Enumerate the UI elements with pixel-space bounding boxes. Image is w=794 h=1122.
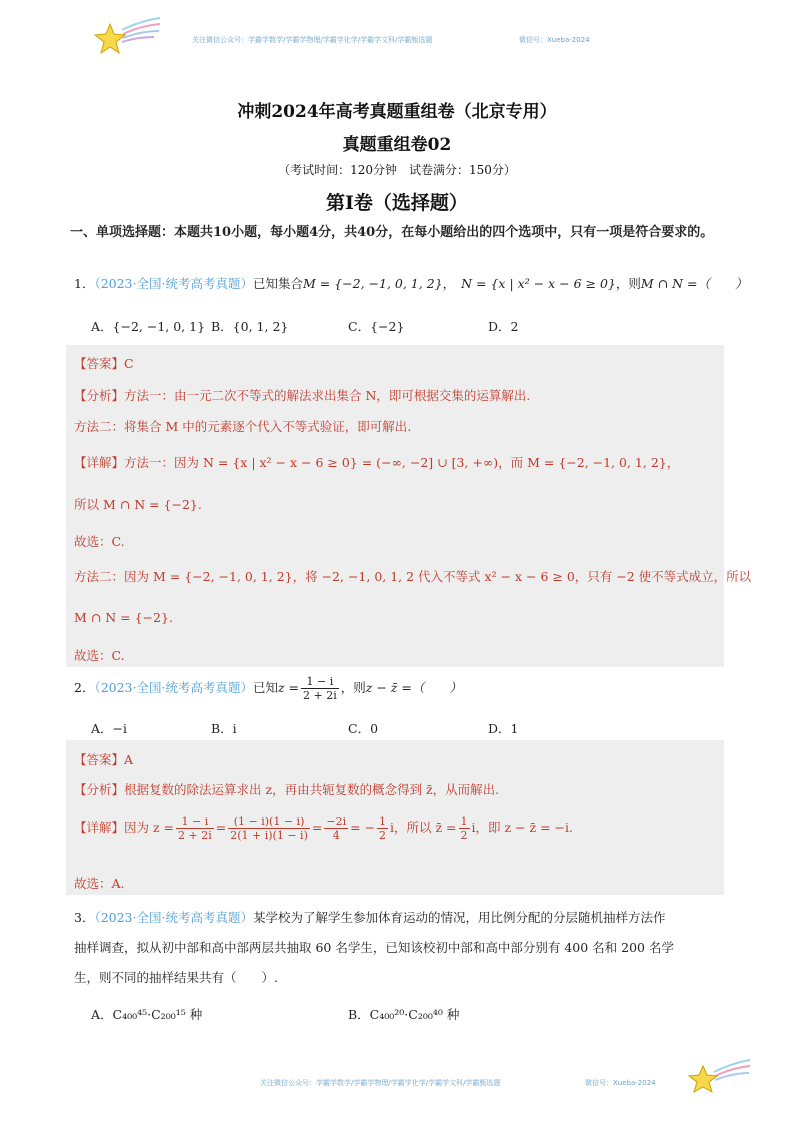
question-3-line-2: 抽样调查，拟从初中部和高中部两层共抽取 60 名学生，已知该校初中部和高中部分别有 400 名和 200 名学 xyxy=(74,940,674,955)
fraction xyxy=(176,815,214,842)
detail-line-6: 故选：C. xyxy=(74,648,125,663)
option-c[interactable]: C．0 xyxy=(348,721,379,736)
answer-tag: 【答案】 xyxy=(74,752,125,767)
header-wechat: 微信号：Xueba-2024 xyxy=(519,36,590,44)
option-d[interactable]: D．2 xyxy=(488,319,519,334)
question-3-stem xyxy=(74,908,665,926)
question-number: 2． xyxy=(74,680,95,695)
stem-text: ，则 xyxy=(615,276,641,291)
detail-text: = − xyxy=(350,820,376,835)
fraction-denominator: 2 xyxy=(460,829,468,842)
detail-line: 【详解】因为 z = $\frac{1 - i}{2 + 2i}$ = $\frac{(1 - i)(1 - i)}{2(1 + i)(1 - i)}$ = $\frac{-2i}{4}$ = − $\frac{1}{2}$ i，所以 z̄ = $\frac{1}{2}$ i，即 z − z̄ = −i. xyxy=(74,815,573,842)
option-a[interactable]: A．C₄₀₀⁴⁵·C₂₀₀¹⁵ 种 xyxy=(91,1007,203,1022)
detail-text: 方法一：因为 N = {x | x² − x − 6 ≥ 0} = (−∞, −2] ∪ [3, +∞)，而 M = {−2, −1, 0, 1, 2}， xyxy=(124,455,680,470)
section-heading: 一、单项选择题：本题共10小题，每小题4分，共40分，在每小题给出的四个选项中，只有一项是符合要求的。 xyxy=(70,225,714,240)
question-1-stem: 1．（2023·全国·统考高考真题）已知集合M = {−2, −1, 0, 1, 2}， N = {x | x² − x − 6 ≥ 0}，则M ∩ N =（ ） xyxy=(74,276,748,291)
sub-title: 真题重组卷02 xyxy=(342,135,452,155)
answer-tag: 【答案】 xyxy=(74,356,125,371)
fraction xyxy=(377,815,388,842)
footer-text: 关注微信公众号：学霸学数学/学霸学物理/学霸学化学/学霸学文科/学霸甄选题 xyxy=(260,1079,501,1087)
question-ask: z − z̄ =（ ） xyxy=(365,680,462,695)
detail-line xyxy=(74,453,679,471)
analysis-tag: 【分析】 xyxy=(74,388,125,403)
analysis-line xyxy=(74,780,499,798)
option-b[interactable]: B．{0, 1, 2} xyxy=(211,319,289,334)
answer-line xyxy=(74,354,134,372)
question-source: （2023·全国·统考高考真题） xyxy=(94,680,253,695)
detail-tag: 【详解】 xyxy=(74,820,125,835)
option-b[interactable]: B．C₄₀₀²⁰·C₂₀₀⁴⁰ 种 xyxy=(348,1007,460,1022)
option-a[interactable]: A．{−2, −1, 0, 1} xyxy=(91,319,206,334)
answer-value: C xyxy=(124,356,134,371)
detail-line-5: M ∩ N = {−2}. xyxy=(74,610,173,625)
fraction xyxy=(228,815,310,842)
analysis-line xyxy=(74,386,530,404)
option-b[interactable]: B．i xyxy=(211,721,237,736)
detail-line-3: 故选：C. xyxy=(74,534,125,549)
part-title: 第I卷（选择题） xyxy=(326,192,468,214)
stem-text: 已知集合 xyxy=(252,276,303,291)
detail-text: i，所以 z̄ = xyxy=(390,820,457,835)
detail-tag: 【详解】 xyxy=(74,455,125,470)
fraction-numerator: −2i xyxy=(326,815,347,828)
question-source: （2023·全国·统考高考真题） xyxy=(94,910,253,925)
fraction-denominator: 2 + 2i xyxy=(178,829,212,842)
set-m: M = {−2, −1, 0, 1, 2} xyxy=(302,276,443,291)
fraction-numerator: 1 xyxy=(460,815,468,828)
question-source: （2023·全国·统考高考真题） xyxy=(94,276,253,291)
question-ask: M ∩ N =（ ） xyxy=(640,276,748,291)
z-lhs: z = xyxy=(277,680,300,695)
option-c[interactable]: C．{−2} xyxy=(348,319,405,334)
stem-text: ，则 xyxy=(340,680,366,695)
fraction xyxy=(459,815,470,842)
footer-wechat: 微信号：Xueba-2024 xyxy=(585,1079,656,1087)
stem-text: 已知 xyxy=(252,680,278,695)
fraction-denominator: 2 + 2i xyxy=(303,689,337,702)
analysis-tag: 【分析】 xyxy=(74,782,125,797)
detail-line-2: 所以 M ∩ N = {−2}. xyxy=(74,497,202,512)
star-logo-icon xyxy=(686,1058,752,1098)
stem-text: 某学校为了解学生参加体育运动的情况，用比例分配的分层随机抽样方法作 xyxy=(252,910,666,925)
fraction-denominator: 4 xyxy=(332,829,340,842)
main-title: 冲刺2024年高考真题重组卷（北京专用） xyxy=(237,102,557,122)
fraction-denominator: 2(1 + i)(1 − i) xyxy=(230,829,308,842)
header-text: 关注微信公众号：学霸学数学/学霸学物理/学霸学化学/学霸学文科/学霸甄选题 xyxy=(192,36,433,44)
star-logo-icon xyxy=(92,16,162,58)
analysis-line-2: 方法二：将集合 M 中的元素逐个代入不等式验证，即可解出. xyxy=(74,419,412,434)
option-d[interactable]: D．1 xyxy=(488,721,519,736)
analysis-text: 根据复数的除法运算求出 z，再由共轭复数的概念得到 z̄，从而解出. xyxy=(124,782,500,797)
exam-info: （考试时间：120分钟 试卷满分：150分） xyxy=(278,163,516,177)
fraction xyxy=(324,815,348,842)
detail-line-4: 方法二：因为 M = {−2, −1, 0, 1, 2}，将 −2, −1, 0, 1, 2 代入不等式 x² − x − 6 ≥ 0，只有 −2 使不等式成立，所以 xyxy=(74,569,752,584)
fraction-numerator: 1 − i xyxy=(176,815,214,829)
fraction-numerator: 1 xyxy=(379,815,387,828)
question-2-stem xyxy=(74,675,462,702)
question-number: 1． xyxy=(74,276,95,291)
detail-text: 因为 z = xyxy=(124,820,175,835)
fraction-denominator: 2 xyxy=(379,829,387,842)
answer-line xyxy=(74,750,133,768)
question-3-line-3: 生，则不同的抽样结果共有（ ）. xyxy=(74,970,278,985)
set-n: N = {x | x² − x − 6 ≥ 0} xyxy=(461,276,616,291)
detail-text: i，即 z − z̄ = −i. xyxy=(471,820,573,835)
detail-line-done: 故选：A. xyxy=(74,876,125,891)
z-fraction xyxy=(301,675,339,702)
question-number: 3． xyxy=(74,910,95,925)
fraction-numerator: (1 − i)(1 − i) xyxy=(228,815,310,829)
answer-value: A xyxy=(124,752,134,767)
fraction-numerator: 1 − i xyxy=(301,675,339,689)
analysis-text: 方法一：由一元二次不等式的解法求出集合 N，即可根据交集的运算解出. xyxy=(124,388,531,403)
option-a[interactable]: A．−i xyxy=(91,721,127,736)
